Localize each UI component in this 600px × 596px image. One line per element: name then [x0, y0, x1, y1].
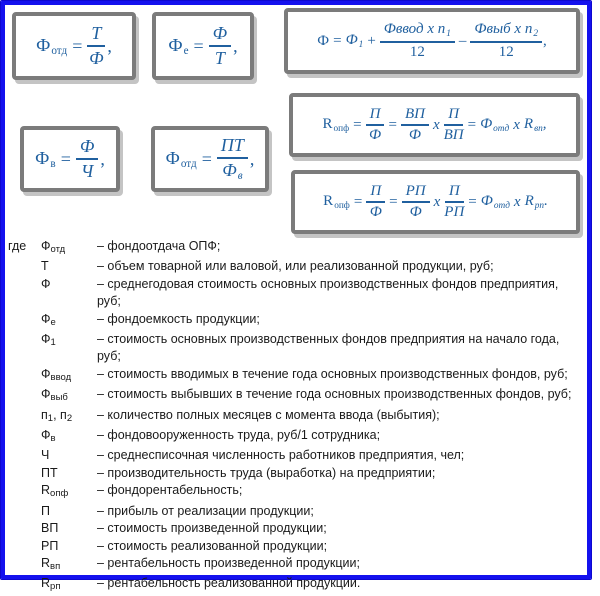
- formula-subscript: отд: [51, 45, 68, 58]
- period: .: [544, 193, 548, 210]
- desc-line: – стоимость вводимых в течение года основных производственных фондов, руб;: [97, 366, 568, 381]
- legend-row: [8, 258, 588, 275]
- legend-desc: [97, 386, 588, 403]
- symbol-base: Ф: [41, 332, 51, 347]
- legend-desc: [97, 427, 588, 444]
- formula-lhs: [323, 193, 350, 211]
- legend-row: [8, 538, 588, 555]
- formula-symbol: Ф: [480, 193, 493, 210]
- legend-row: [8, 520, 588, 537]
- desc-line: руб;: [97, 349, 121, 364]
- symbol-base: П: [41, 503, 50, 518]
- fraction-denominator: Ф: [89, 48, 104, 68]
- legend-symbol: [41, 407, 97, 427]
- fraction-denominator: Ф: [409, 204, 422, 220]
- symbol-base: Ф: [41, 366, 51, 381]
- formula-lhs: [36, 35, 67, 57]
- formula-subscript: опф: [334, 200, 350, 211]
- formula-symbol: R: [524, 193, 534, 210]
- formula-symbol: R: [523, 116, 534, 133]
- symbol-sub: в: [50, 433, 56, 445]
- formula-symbol: Ф: [36, 34, 51, 55]
- equals-sign: =: [388, 116, 397, 133]
- desc-line: – стоимость выбывших в течение года основных производственных фондов, руб;: [97, 387, 572, 402]
- equals-sign: =: [193, 35, 204, 56]
- legend-row: [8, 276, 588, 311]
- legend-row: [8, 407, 588, 427]
- legend-desc: [97, 555, 588, 572]
- formula-subscript: вп: [534, 123, 543, 134]
- legend-desc: [97, 311, 588, 328]
- fraction: [209, 23, 231, 68]
- desc-line: – производительность труда (выработка) на предприятии;: [97, 465, 436, 480]
- formula-lhs: [322, 116, 349, 134]
- legend-symbol: [41, 311, 97, 331]
- multiply-sign: x: [513, 116, 520, 133]
- fraction: [401, 106, 429, 145]
- formula-lhs: [168, 35, 188, 57]
- plus-sign: +: [367, 32, 376, 49]
- desc-line: – среднесписочная численность работников предприятия, чел;: [97, 448, 465, 463]
- legend-row: [8, 238, 588, 258]
- multiply-sign: x: [513, 193, 521, 210]
- formula-subscript: 1: [358, 39, 364, 50]
- symbol-sub: е: [50, 316, 56, 328]
- formula-box-fotd: [12, 12, 136, 80]
- fraction: [402, 183, 430, 222]
- legend-symbol: [41, 427, 97, 447]
- legend-desc: [97, 366, 588, 383]
- symbol-base: Ф: [41, 311, 51, 326]
- formula-subscript: е: [183, 45, 189, 58]
- multiply-sign: x: [432, 116, 440, 133]
- desc-line: руб;: [97, 294, 121, 309]
- symbol-base: Ч: [41, 448, 50, 463]
- symbol-base: Ф: [41, 239, 51, 253]
- formula-subscript: в: [237, 170, 243, 183]
- fraction-numerator: Т: [87, 23, 105, 47]
- legend-symbol: [41, 258, 97, 275]
- symbol-base: R: [41, 576, 51, 591]
- formula-term: [481, 193, 510, 211]
- desc-line: – фондоемкость продукции;: [97, 311, 260, 326]
- symbol-base: п: [60, 407, 67, 422]
- formula-subscript: отд: [493, 200, 510, 211]
- equals-sign: =: [389, 193, 398, 210]
- equals-sign: =: [201, 148, 212, 169]
- legend-symbol: [41, 575, 97, 595]
- formula-symbol: R: [323, 193, 334, 210]
- symbol-sub: отд: [50, 244, 66, 255]
- legend-symbol: [41, 276, 97, 293]
- comma: ,: [249, 148, 255, 169]
- formula-box-rrp: [291, 170, 580, 234]
- formula-subscript: опф: [333, 123, 350, 134]
- fraction-denominator: Ф: [369, 127, 382, 143]
- legend-row: [8, 555, 588, 575]
- equals-sign: =: [333, 32, 342, 49]
- fraction-numerator: ВП: [401, 106, 429, 126]
- formula-box-fe: [152, 12, 254, 80]
- symbol-sub: 1: [50, 337, 56, 349]
- fraction-denominator: ВП: [443, 127, 464, 143]
- fraction: [444, 183, 464, 222]
- legend-symbol: [41, 447, 97, 464]
- legend-symbol: [41, 555, 97, 575]
- legend-row: [8, 482, 588, 502]
- equals-sign: =: [60, 148, 71, 169]
- fraction: [444, 106, 464, 145]
- symbol-base: Т: [41, 259, 49, 274]
- formula-lhs: [166, 148, 197, 170]
- fraction-denominator: [222, 159, 242, 183]
- desc-line: – фондоотдача ОПФ;: [97, 239, 221, 253]
- symbol-sub: вп: [50, 560, 61, 572]
- desc-line: – стоимость реализованной продукции;: [97, 538, 328, 553]
- symbol-base: R: [41, 483, 51, 498]
- fraction-numerator: РП: [402, 183, 430, 203]
- symbol-base: п: [41, 407, 48, 422]
- symbol-base: Ф: [41, 387, 51, 402]
- comma: ,: [100, 148, 105, 169]
- formula-term: [524, 116, 547, 134]
- symbol-sub: выб: [50, 392, 68, 404]
- desc-line: – рентабельность реализованной продукции.: [97, 576, 361, 591]
- desc-line: – стоимость произведенной продукции;: [97, 521, 327, 536]
- symbol-sub: рп: [50, 581, 61, 593]
- formula-symbol: R: [322, 116, 333, 133]
- symbol-base: Ф: [41, 428, 51, 443]
- symbol-base: ПТ: [41, 465, 58, 480]
- formula-box-fotd-pt: [151, 126, 269, 192]
- fraction-denominator: Ч: [80, 161, 94, 181]
- equals-sign: =: [72, 35, 83, 56]
- formula-lhs: [35, 148, 56, 170]
- formula-box-fv: [20, 126, 120, 192]
- legend-symbol: [41, 331, 97, 351]
- desc-line: – рентабельность произведенной продукции;: [97, 555, 360, 570]
- legend-symbol: [41, 482, 97, 502]
- legend-desc: [97, 520, 588, 537]
- symbol-separator: ,: [53, 407, 61, 422]
- legend-desc: [97, 258, 588, 275]
- formula-term: [480, 116, 509, 134]
- formula-symbol: Ф: [165, 147, 180, 168]
- legend-symbol: [41, 465, 97, 482]
- fraction-numerator: Ф: [76, 136, 98, 160]
- legend-desc: [97, 465, 588, 482]
- legend-desc: [97, 331, 588, 366]
- desc-line: – среднегодовая стоимость основных производственных фондов предприятия,: [97, 276, 559, 291]
- equals-sign: =: [353, 193, 363, 210]
- formula-symbol: Ф: [345, 32, 358, 49]
- formula-subscript: 2: [533, 28, 538, 39]
- formula-symbol: Ф: [222, 159, 237, 180]
- fraction-numerator: Ф: [209, 23, 231, 47]
- legend-row: [8, 427, 588, 447]
- legend-row: [8, 503, 588, 520]
- fraction: [380, 21, 455, 61]
- multiply-sign: x: [433, 193, 441, 210]
- legend-row: [8, 311, 588, 331]
- equals-sign: =: [468, 193, 477, 210]
- fraction-denominator: Ф: [369, 204, 382, 220]
- formula-term: [346, 32, 364, 50]
- formula-box-favg: [284, 8, 580, 74]
- formula-lhs: Ф: [317, 32, 330, 49]
- legend-row: [8, 465, 588, 482]
- formula-subscript: 1: [446, 28, 451, 39]
- fraction-denominator: РП: [444, 204, 465, 220]
- formula-box-rvp: [289, 93, 580, 157]
- fraction: [366, 183, 385, 222]
- legend-desc: [97, 503, 588, 520]
- equals-sign: =: [353, 116, 362, 133]
- legend-desc: [97, 447, 588, 464]
- comma: ,: [542, 32, 547, 49]
- formula-term: [525, 193, 548, 211]
- symbol-sub: 1: [47, 412, 54, 424]
- formula-symbol: Ф: [168, 34, 183, 55]
- symbol-base: РП: [41, 538, 59, 553]
- fraction-numerator: П: [444, 106, 463, 126]
- legend: [8, 238, 588, 596]
- equals-sign: =: [467, 116, 477, 133]
- desc-line: – объем товарной или валовой, или реализованной продукции, руб;: [97, 259, 494, 274]
- legend-where: где: [8, 239, 27, 253]
- formula-subscript: отд: [493, 123, 510, 134]
- fraction-denominator: 12: [409, 43, 425, 60]
- legend-symbol: [41, 520, 97, 537]
- formula-subscript: в: [50, 158, 56, 171]
- formula-symbol: Фвыб x n: [474, 21, 533, 38]
- legend-row: [8, 366, 588, 386]
- fraction: [217, 135, 248, 183]
- legend-symbol: [41, 366, 97, 386]
- desc-line: – стоимость основных производственных фондов предприятия на начало года,: [97, 332, 560, 347]
- desc-line: – прибыль от реализации продукции;: [97, 503, 314, 518]
- legend-desc: [97, 238, 588, 255]
- formula-symbol: Ф: [35, 147, 50, 168]
- symbol-sub: ввод: [50, 371, 72, 383]
- comma: ,: [542, 116, 547, 133]
- fraction-numerator: П: [445, 183, 464, 203]
- minus-sign: –: [458, 32, 467, 49]
- legend-desc: [97, 575, 588, 592]
- symbol-base: R: [41, 555, 51, 570]
- fraction-denominator: Ф: [408, 127, 421, 143]
- fraction-numerator: [380, 21, 455, 42]
- fraction-numerator: [470, 21, 542, 42]
- fraction: [366, 106, 385, 145]
- legend-desc: [97, 538, 588, 555]
- symbol-sub: 2: [66, 412, 73, 424]
- formula-symbol: Ф: [480, 116, 493, 133]
- legend-desc: [97, 407, 588, 424]
- symbol-base: Ф: [41, 276, 51, 291]
- legend-symbol: [41, 386, 97, 406]
- symbol-base: ВП: [41, 521, 59, 536]
- desc-line: – фондовооруженность труда, руб/1 сотрудника;: [97, 428, 381, 443]
- legend-row: [8, 386, 588, 406]
- legend-symbol: [41, 238, 97, 258]
- legend-row: [8, 331, 588, 366]
- symbol-sub: опф: [50, 488, 69, 500]
- legend-symbol: [41, 503, 97, 520]
- legend-row: [8, 575, 588, 595]
- legend-row: [8, 447, 588, 464]
- fraction-numerator: П: [366, 106, 385, 126]
- comma: ,: [107, 35, 112, 56]
- fraction-denominator: Т: [214, 48, 225, 68]
- fraction-numerator: ПТ: [217, 135, 248, 159]
- legend-desc: [97, 276, 588, 311]
- legend-desc: [97, 482, 588, 499]
- desc-line: – количество полных месяцев с момента ввода (выбытия);: [97, 407, 440, 422]
- formula-subscript: рп: [534, 200, 545, 211]
- legend-symbol: [41, 538, 97, 555]
- formula-subscript: отд: [180, 158, 197, 171]
- comma: ,: [233, 35, 238, 56]
- fraction-denominator: 12: [498, 43, 514, 60]
- fraction: [87, 23, 105, 68]
- desc-line: – фондорентабельность;: [97, 483, 243, 498]
- fraction: [470, 21, 542, 61]
- fraction-numerator: П: [366, 183, 385, 203]
- formula-symbol: Фввод x n: [383, 21, 446, 38]
- fraction: [76, 136, 98, 181]
